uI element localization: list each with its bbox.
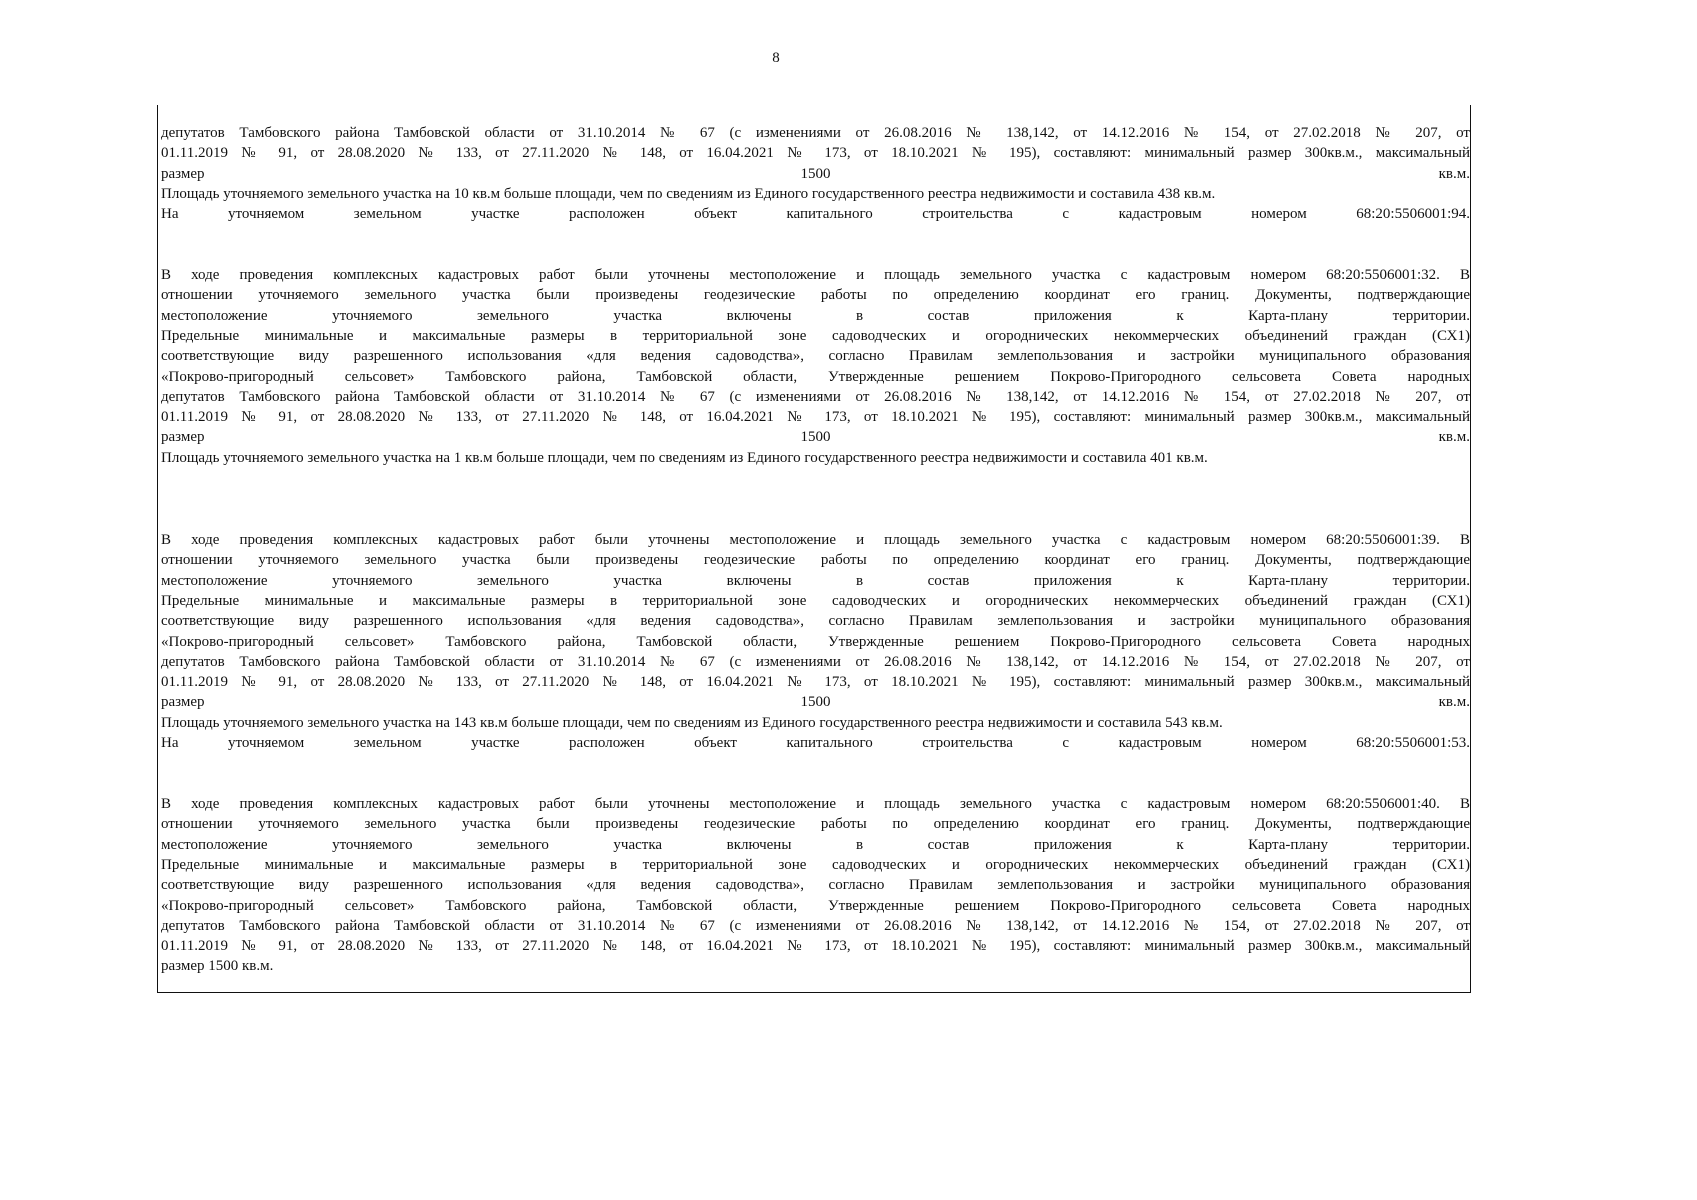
size-label: размер [161,429,205,446]
block3-line-1: В ходе проведения комплексных кадастровых работ были уточнены местоположение и площадь земельного участка с кадастровым номером 68:20:5506001:39. В [161,532,1470,548]
size-unit: кв.м. [1438,165,1470,182]
block4-line-5: соответствующие виду разрешенного использования «для ведения садоводства», согласно Правилам землепользования и застройки муниципального образования [161,877,1470,894]
block2-line-6: «Покрово-пригородный сельсовет» Тамбовского района, Тамбовской области, Утвержденные решением Покрово-Пригородного сельсовета Совета народных [161,368,1470,385]
block1-area-line: Площадь уточняемого земельного участка на 10 кв.м больше площади, чем по сведениям из Единого государственного реестра недвижимости и составила 438 кв.м. [161,185,1216,202]
size-unit: кв.м. [1438,429,1470,446]
block4-line-4: Предельные минимальные и максимальные размеры в территориальной зоне садоводческих и огороднических некоммерческих объединений граждан (СХ1) [161,856,1470,873]
block2-line-3: местоположение уточняемого земельного участка включены в состав приложения к Карта-плану территории. [161,307,1470,324]
block1-line-2: 01.11.2019 № 91, от 28.08.2020 № 133, от 27.11.2020 № 148, от 16.04.2021 № 173, от 18.10.2021 № 195), составляют: минимальный размер 300кв.м., максимальный [161,145,1470,162]
size-value: 1500 [800,429,831,446]
size-value: 1500 [800,165,831,182]
block4-line-7: депутатов Тамбовского района Тамбовской области от 31.10.2014 № 67 (с изменениями от 26.08.2016 № 138,142, от 14.12.2016 № 154, от 27.02.2018 № 207, от [161,917,1470,934]
block3-line-3: местоположение уточняемого земельного участка включены в состав приложения к Карта-плану территории. [161,572,1470,589]
size-label: размер [161,165,205,182]
block4-line-2: отношении уточняемого земельного участка были произведены геодезические работы по определению координат его границ. Документы, подтверждающие [161,816,1470,833]
block2-line-2: отношении уточняемого земельного участка были произведены геодезические работы по определению координат его границ. Документы, подтверждающие [161,287,1470,304]
block4-line-3: местоположение уточняемого земельного участка включены в состав приложения к Карта-плану территории. [161,836,1470,853]
block1-object-line: На уточняемом земельном участке расположен объект капитального строительства с кадастровым номером 68:20:5506001:94. [161,206,1470,223]
block2-line-7: депутатов Тамбовского района Тамбовской области от 31.10.2014 № 67 (с изменениями от 26.08.2016 № 138,142, от 14.12.2016 № 154, от 27.02.2018 № 207, от [161,388,1470,405]
block3-line-5: соответствующие виду разрешенного использования «для ведения садоводства», согласно Правилам землепользования и застройки муниципального образования [161,613,1470,630]
page-number: 8 [772,50,780,66]
block3-line-7: депутатов Тамбовского района Тамбовской области от 31.10.2014 № 67 (с изменениями от 26.08.2016 № 138,142, от 14.12.2016 № 154, от 27.02.2018 № 207, от [161,653,1470,670]
block3-object-line: На уточняемом земельном участке расположен объект капитального строительства с кадастровым номером 68:20:5506001:53. [161,735,1470,751]
size-value: 1500 [800,694,831,711]
block3-line-6: «Покрово-пригородный сельсовет» Тамбовского района, Тамбовской области, Утвержденные решением Покрово-Пригородного сельсовета Совета народных [161,633,1470,650]
block3-area-line: Площадь уточняемого земельного участка на 143 кв.м больше площади, чем по сведениям из Единого государственного реестра недвижимости и составила 543 кв.м. [161,714,1223,731]
block2-line-5: соответствующие виду разрешенного использования «для ведения садоводства», согласно Правилам землепользования и застройки муниципального образования [161,348,1470,365]
block3-line-2: отношении уточняемого земельного участка были произведены геодезические работы по определению координат его границ. Документы, подтверждающие [161,552,1470,569]
block2-line-8: 01.11.2019 № 91, от 28.08.2020 № 133, от 27.11.2020 № 148, от 16.04.2021 № 173, от 18.10.2021 № 195), составляют: минимальный размер 300кв.м., максимальный [161,409,1470,426]
block2-size-line [161,427,1470,447]
block3-line-8: 01.11.2019 № 91, от 28.08.2020 № 133, от 27.11.2020 № 148, от 16.04.2021 № 173, от 18.10.2021 № 195), составляют: минимальный размер 300кв.м., максимальный [161,674,1470,691]
block1-line-1: депутатов Тамбовского района Тамбовской области от 31.10.2014 № 67 (с изменениями от 26.08.2016 № 138,142, от 14.12.2016 № 154, от 27.02.2018 № 207, от [161,125,1470,141]
block4-final-line: размер 1500 кв.м. [161,958,274,975]
block4-line-6: «Покрово-пригородный сельсовет» Тамбовского района, Тамбовской области, Утвержденные решением Покрово-Пригородного сельсовета Совета народных [161,897,1470,914]
block3-line-4: Предельные минимальные и максимальные размеры в территориальной зоне садоводческих и огороднических некоммерческих объединений граждан (СХ1) [161,592,1470,609]
block2-area-line: Площадь уточняемого земельного участка на 1 кв.м больше площади, чем по сведениям из Единого государственного реестра недвижимости и составила 401 кв.м. [161,449,1208,466]
size-unit: кв.м. [1438,694,1470,711]
block3-size-line [161,692,1470,712]
block2-line-1: В ходе проведения комплексных кадастровых работ были уточнены местоположение и площадь земельного участка с кадастровым номером 68:20:5506001:32. В [161,267,1470,283]
block2-line-4: Предельные минимальные и максимальные размеры в территориальной зоне садоводческих и огороднических некоммерческих объединений граждан (СХ1) [161,327,1470,344]
size-label: размер [161,694,205,711]
block4-line-8: 01.11.2019 № 91, от 28.08.2020 № 133, от 27.11.2020 № 148, от 16.04.2021 № 173, от 18.10.2021 № 195), составляют: минимальный размер 300кв.м., максимальный [161,938,1470,955]
block4-line-1: В ходе проведения комплексных кадастровых работ были уточнены местоположение и площадь земельного участка с кадастровым номером 68:20:5506001:40. В [161,796,1470,812]
block1-size-line [161,164,1470,184]
